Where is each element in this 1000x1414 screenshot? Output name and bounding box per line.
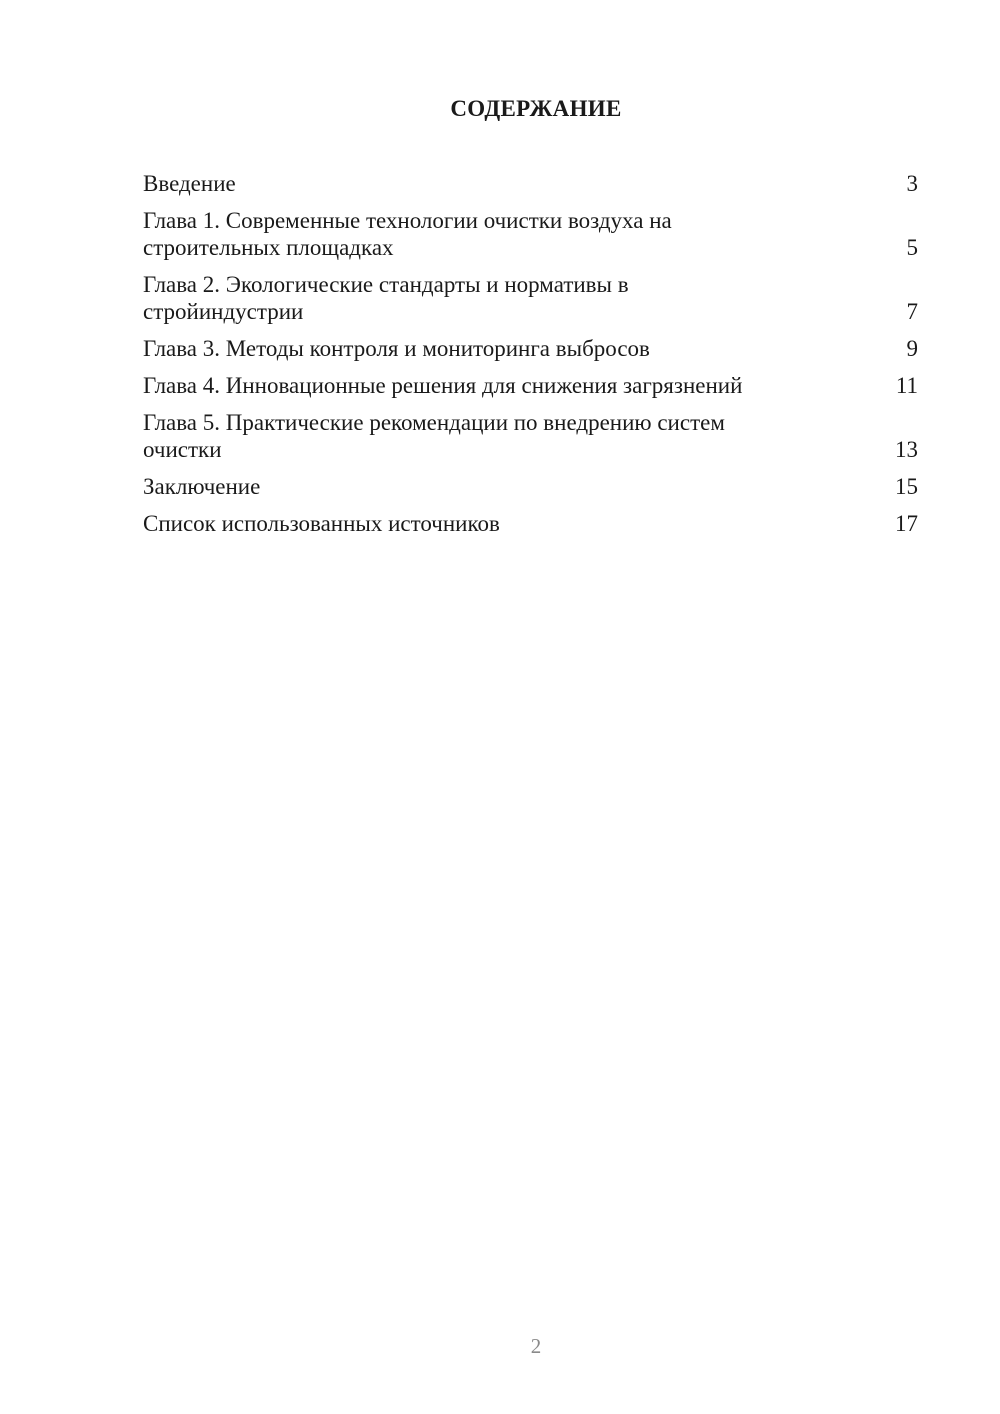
toc-entry-chapter-1[interactable] [143,207,918,261]
table-of-contents [143,170,918,547]
toc-entry-title: Глава 3. Методы контроля и мониторинга выбросов [143,336,650,361]
toc-entry-chapter-4[interactable] [143,372,918,399]
toc-entry-title: Список использованных источников [143,511,500,536]
toc-entry-title: Заключение [143,474,261,499]
page-title: СОДЕРЖАНИЕ [450,96,622,121]
toc-entry-references[interactable] [143,510,918,537]
toc-entry-introduction[interactable] [143,170,918,197]
toc-entry-conclusion[interactable] [143,473,918,500]
toc-entry-page: 3 [906,171,918,196]
toc-entry-page: 17 [895,511,918,536]
page-number: 2 [530,1334,542,1358]
toc-entry-page: 5 [906,235,918,260]
toc-entry-title: Введение [143,171,236,196]
toc-entry-title: Глава 2. Экологические стандарты и нормативы в стройиндустрии [143,272,629,324]
toc-entry-page: 15 [895,474,918,499]
toc-entry-page: 9 [906,336,918,361]
toc-entry-page: 7 [906,299,918,324]
toc-entry-title: Глава 4. Инновационные решения для снижения загрязнений [143,373,743,398]
toc-entry-chapter-2[interactable] [143,271,918,325]
toc-entry-page: 11 [895,373,918,398]
toc-entry-chapter-3[interactable] [143,335,918,362]
toc-entry-chapter-5[interactable] [143,409,918,463]
toc-entry-title: Глава 1. Современные технологии очистки воздуха на строительных площадках [143,208,672,260]
toc-entry-title: Глава 5. Практические рекомендации по внедрению систем очистки [143,410,725,462]
toc-entry-page: 13 [895,437,918,462]
